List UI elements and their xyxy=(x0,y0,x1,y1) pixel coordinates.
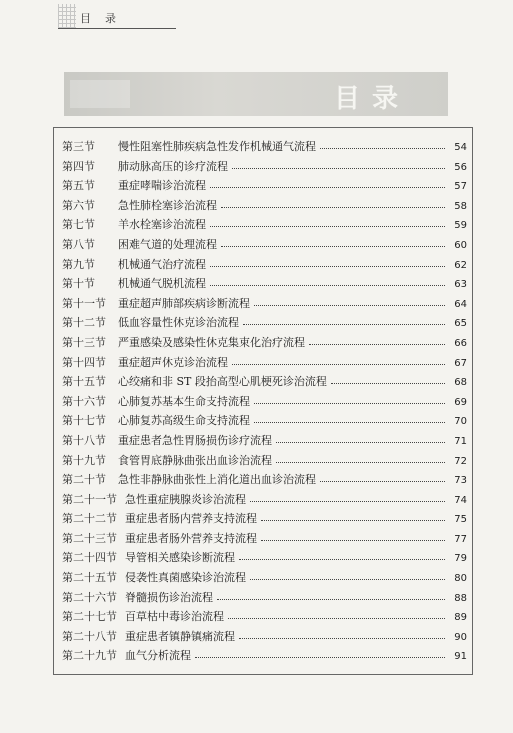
toc-entry-title: 慢性阻塞性肺疾病急性发作机械通气流程 xyxy=(118,140,316,153)
toc-entry[interactable] xyxy=(62,392,467,412)
toc-entry-title: 食管胃底静脉曲张出血诊治流程 xyxy=(118,453,272,467)
toc-page-number: 80 xyxy=(454,573,467,585)
toc-page-number: 74 xyxy=(454,494,467,506)
toc-entry-title: 重症超声休克诊治流程 xyxy=(118,355,228,369)
toc-page-number: 79 xyxy=(454,553,467,565)
toc-section-number: 第十三节 xyxy=(62,335,106,349)
toc-page-number: 64 xyxy=(454,298,467,310)
toc-leader-dots xyxy=(261,530,445,541)
toc-page-number: 68 xyxy=(454,377,467,389)
toc-section-number: 第十八节 xyxy=(62,433,106,447)
toc-entry-title: 困难气道的处理流程 xyxy=(118,237,217,251)
title-band-shade xyxy=(70,80,130,108)
toc-entry-title: 侵袭性真菌感染诊治流程 xyxy=(125,571,246,585)
toc-section-number: 第十五节 xyxy=(62,375,106,389)
toc-section-number: 第七节 xyxy=(62,218,95,232)
toc-entry-title: 心绞痛和非 ST 段抬高型心肌梗死诊治流程 xyxy=(118,375,327,389)
header-grid-ornament xyxy=(58,4,76,28)
toc-section-number: 第十六节 xyxy=(62,394,106,408)
toc-page-number: 58 xyxy=(454,200,467,212)
toc-section-number: 第十一节 xyxy=(62,296,106,310)
toc-page-number: 90 xyxy=(454,631,467,643)
toc-leader-dots xyxy=(250,569,445,580)
toc-page-number: 71 xyxy=(454,435,467,447)
toc-entry-title: 肺动脉高压的诊疗流程 xyxy=(118,159,228,173)
toc-leader-dots xyxy=(309,334,445,345)
toc-entry[interactable] xyxy=(62,215,467,235)
toc-section-number: 第二十二节 xyxy=(62,512,117,526)
toc-page-number: 66 xyxy=(454,337,467,349)
toc-leader-dots xyxy=(320,471,445,482)
toc-section-number: 第五节 xyxy=(62,179,95,193)
toc-section-number: 第十七节 xyxy=(62,414,106,428)
toc-section-number: 第二十节 xyxy=(62,473,106,487)
toc-entry[interactable] xyxy=(62,529,467,549)
toc-entry-title: 重症哮喘诊治流程 xyxy=(118,179,206,193)
toc-leader-dots xyxy=(331,373,445,384)
toc-page-number: 73 xyxy=(454,475,467,487)
toc-entry[interactable] xyxy=(62,607,467,627)
toc-leader-dots xyxy=(210,256,445,267)
toc-entry-title: 重症患者急性胃肠损伤诊疗流程 xyxy=(118,433,272,447)
toc-entry-title: 羊水栓塞诊治流程 xyxy=(118,218,206,232)
toc-page-number: 63 xyxy=(454,279,467,291)
toc-entry-title: 导管相关感染诊断流程 xyxy=(125,551,235,565)
toc-entry-title: 急性非静脉曲张性上消化道出血诊治流程 xyxy=(118,473,316,487)
toc-leader-dots xyxy=(254,295,445,306)
toc-page-number: 65 xyxy=(454,318,467,330)
toc-section-number: 第十四节 xyxy=(62,355,106,369)
toc-section-number: 第二十三节 xyxy=(62,531,117,545)
toc-page-number: 75 xyxy=(454,514,467,526)
toc-entry-title: 重症患者肠内营养支持流程 xyxy=(125,512,257,526)
header-label: 目录 xyxy=(80,12,130,25)
toc-page-number: 89 xyxy=(454,612,467,624)
toc-section-number: 第三节 xyxy=(62,140,95,153)
toc-entry[interactable] xyxy=(62,627,467,647)
toc-leader-dots xyxy=(210,216,445,227)
toc-leader-dots xyxy=(239,628,445,639)
toc-entry[interactable] xyxy=(62,255,467,275)
toc-list xyxy=(62,137,467,666)
toc-entry-title: 急性重症胰腺炎诊治流程 xyxy=(125,492,246,506)
toc-page-number: 72 xyxy=(454,455,467,467)
toc-leader-dots xyxy=(232,158,445,169)
toc-page-number: 54 xyxy=(454,142,467,153)
toc-page-number: 67 xyxy=(454,357,467,369)
toc-leader-dots xyxy=(276,432,445,443)
toc-section-number: 第十九节 xyxy=(62,453,106,467)
page-title: 目录 xyxy=(333,84,410,114)
toc-entry[interactable] xyxy=(62,548,467,568)
toc-section-number: 第二十五节 xyxy=(62,571,117,585)
toc-entry-title: 严重感染及感染性休克集束化治疗流程 xyxy=(118,335,305,349)
toc-section-number: 第四节 xyxy=(62,159,95,173)
toc-entry-title: 百草枯中毒诊治流程 xyxy=(125,610,224,624)
toc-leader-dots xyxy=(217,589,445,600)
toc-entry[interactable] xyxy=(62,372,467,392)
toc-entry-title: 重症患者镇静镇痛流程 xyxy=(125,629,235,643)
toc-leader-dots xyxy=(210,177,445,188)
toc-entry-title: 机械通气脱机流程 xyxy=(118,277,206,291)
toc-entry[interactable] xyxy=(62,313,467,333)
toc-entry-title: 急性肺栓塞诊治流程 xyxy=(118,198,217,212)
toc-entry-title: 脊髓损伤诊治流程 xyxy=(125,590,213,604)
toc-entry[interactable] xyxy=(62,196,467,216)
toc-page-number: 59 xyxy=(454,220,467,232)
toc-section-number: 第六节 xyxy=(62,198,95,212)
toc-leader-dots xyxy=(228,608,445,619)
toc-page-number: 62 xyxy=(454,259,467,271)
toc-section-number: 第二十四节 xyxy=(62,551,117,565)
toc-entry[interactable] xyxy=(62,509,467,529)
toc-leader-dots xyxy=(221,236,445,247)
toc-entry[interactable] xyxy=(62,568,467,588)
header-rule xyxy=(58,28,176,29)
toc-leader-dots xyxy=(210,275,445,286)
toc-leader-dots xyxy=(276,452,445,463)
toc-entry[interactable] xyxy=(62,137,467,157)
toc-section-number: 第二十七节 xyxy=(62,610,117,624)
toc-entry[interactable] xyxy=(62,490,467,510)
toc-entry[interactable] xyxy=(62,294,467,314)
toc-entry[interactable] xyxy=(62,176,467,196)
toc-entry-title: 机械通气治疗流程 xyxy=(118,257,206,271)
running-header xyxy=(0,0,513,34)
toc-entry[interactable] xyxy=(62,353,467,373)
title-band xyxy=(64,72,448,116)
toc-entry-title: 血气分析流程 xyxy=(125,649,191,663)
toc-entry-title: 心肺复苏基本生命支持流程 xyxy=(118,394,250,408)
toc-entry[interactable] xyxy=(62,588,467,608)
toc-entry[interactable] xyxy=(62,451,467,471)
toc-section-number: 第十二节 xyxy=(62,316,106,330)
toc-page-number: 57 xyxy=(454,181,467,193)
toc-entry[interactable] xyxy=(62,333,467,353)
toc-entry[interactable] xyxy=(62,646,467,666)
toc-leader-dots xyxy=(195,647,445,658)
toc-entry-title: 心肺复苏高级生命支持流程 xyxy=(118,414,250,428)
toc-page-number: 91 xyxy=(454,651,467,663)
toc-leader-dots xyxy=(254,412,445,423)
toc-section-number: 第九节 xyxy=(62,257,95,271)
toc-entry[interactable] xyxy=(62,274,467,294)
toc-page-number: 56 xyxy=(454,161,467,173)
toc-leader-dots xyxy=(320,138,445,149)
toc-entry[interactable] xyxy=(62,431,467,451)
toc-leader-dots xyxy=(232,354,445,365)
toc-leader-dots xyxy=(250,491,445,502)
toc-section-number: 第二十九节 xyxy=(62,649,117,663)
toc-entry[interactable] xyxy=(62,235,467,255)
toc-page-number: 70 xyxy=(454,416,467,428)
toc-entry[interactable] xyxy=(62,470,467,490)
toc-entry[interactable] xyxy=(62,411,467,431)
toc-section-number: 第八节 xyxy=(62,237,95,251)
toc-entry[interactable] xyxy=(62,157,467,177)
toc-section-number: 第二十八节 xyxy=(62,629,117,643)
toc-page-number: 88 xyxy=(454,592,467,604)
toc-leader-dots xyxy=(239,549,445,560)
toc-page-number: 60 xyxy=(454,239,467,251)
toc-section-number: 第二十六节 xyxy=(62,590,117,604)
toc-leader-dots xyxy=(221,197,445,208)
toc-page-number: 69 xyxy=(454,396,467,408)
toc-section-number: 第十节 xyxy=(62,277,95,291)
toc-leader-dots xyxy=(261,510,445,521)
toc-leader-dots xyxy=(254,393,445,404)
toc-section-number: 第二十一节 xyxy=(62,492,117,506)
toc-entry-title: 重症超声肺部疾病诊断流程 xyxy=(118,296,250,310)
toc-entry-title: 重症患者肠外营养支持流程 xyxy=(125,531,257,545)
toc-page-number: 77 xyxy=(454,533,467,545)
toc-leader-dots xyxy=(243,314,445,325)
toc-entry-title: 低血容量性休克诊治流程 xyxy=(118,316,239,330)
